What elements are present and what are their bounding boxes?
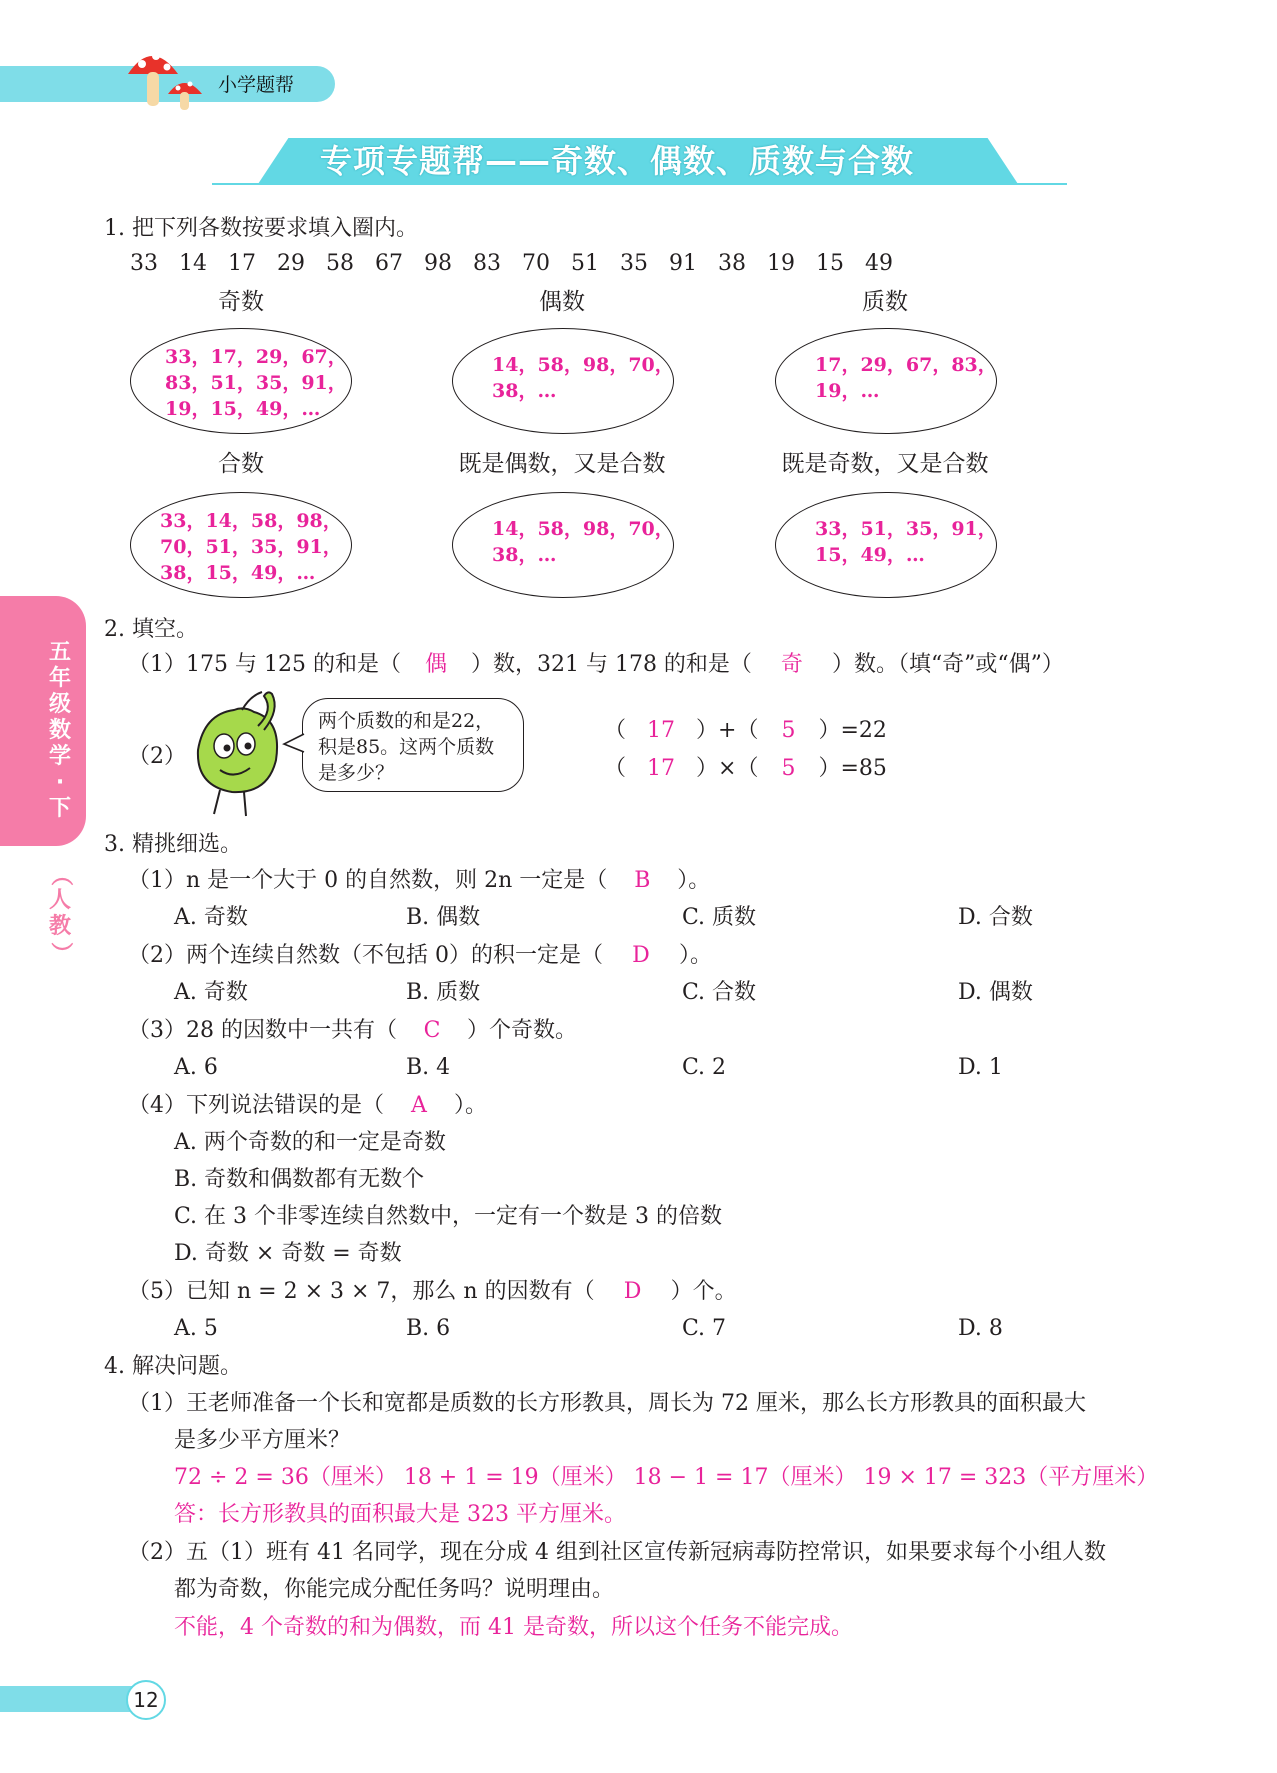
oval-answer-even: 14，58，98，70， 38，… <box>492 354 674 402</box>
q3-item-3-option-b: B. 4 <box>406 1055 451 1080</box>
q3-item-2-stem: （2）两个连续自然数（不包括 0）的积一定是（ D ）。 <box>128 941 712 971</box>
mushroom-icon <box>120 42 215 112</box>
q4-part2-line1: （2）五（1）班有 41 名同学，现在分成 4 组到社区宣传新冠病毒防控常识，如果要求每个小组人数 <box>128 1540 1106 1565</box>
q3-item-3-stem: （3）28 的因数中一共有（ C ）个奇数。 <box>128 1016 577 1046</box>
q3-item-1-option-d: D. 合数 <box>958 905 1033 930</box>
q3-item-5-option-d: D. 8 <box>958 1316 1003 1341</box>
oval-label-composite: 合数 <box>218 451 264 477</box>
q2-sum-answer-a: 17 <box>647 718 676 743</box>
q4-part1-work: 72 ÷ 2 = 36（厘米） 18 + 1 = 19（厘米） 18 − 1 = 17（厘米） 19 × 17 = 323（平方厘米） <box>174 1465 1159 1490</box>
oval-label-odd: 奇数 <box>218 289 264 315</box>
q1-title: 1. 把下列各数按要求填入圈内。 <box>104 216 418 241</box>
q3-item-1-option-b: B. 偶数 <box>406 905 481 930</box>
q4-part1-line1: （1）王老师准备一个长和宽都是质数的长方形教具，周长为 72 厘米，那么长方形教具的面积最大 <box>128 1391 1086 1416</box>
side-tab-edition: （ 人 教 ） <box>48 863 73 964</box>
q3-item-4-option-d: D. 奇数 × 奇数 = 奇数 <box>174 1241 402 1266</box>
oval-label-odd-composite: 既是奇数，又是合数 <box>781 451 989 477</box>
oval-answer-odd-composite: 33，51，35，91， 15，49，… <box>815 518 997 566</box>
q3-item-4-option-a: A. 两个奇数的和一定是奇数 <box>174 1130 446 1155</box>
q3-item-5-option-b: B. 6 <box>406 1316 451 1341</box>
page-title: 专项专题帮——奇数、偶数、质数与合数 <box>320 142 915 180</box>
brand-text: 小学题帮 <box>218 74 295 96</box>
q2-product-answer-b: 5 <box>781 756 796 781</box>
oval-answer-composite: 33，14，58，98， 70，51，35，91， 38，15，49，… <box>160 510 342 584</box>
oval-label-prime: 质数 <box>862 289 908 315</box>
q4-part1-line2: 是多少平方厘米？ <box>174 1428 351 1453</box>
cartoon-character-icon <box>184 690 292 820</box>
q3-item-2-option-b: B. 质数 <box>406 980 481 1005</box>
q3-item-3-option-d: D. 1 <box>958 1055 1003 1080</box>
q3-item-1-option-a: A. 奇数 <box>174 905 248 930</box>
oval-answer-even-composite: 14，58，98，70， 38，… <box>492 518 674 566</box>
q2-sum-answer-b: 5 <box>781 718 796 743</box>
q2-equation-product: （ 17 ）×（ 5 ）=85 <box>604 754 887 784</box>
q3-item-4-answer: A <box>411 1093 427 1118</box>
speech-bubble-text: 两个质数的和是22， 积是85。这两个质数 是多少？ <box>318 710 495 784</box>
q1-number-list: 33 14 17 29 58 67 98 83 70 51 35 91 38 19 15 49 <box>130 251 893 276</box>
q2-title: 2. 填空。 <box>104 617 198 642</box>
q3-item-4-option-c: C. 在 3 个非零连续自然数中，一定有一个数是 3 的倍数 <box>174 1204 723 1229</box>
title-underline <box>212 183 1067 185</box>
oval-label-even: 偶数 <box>539 289 585 315</box>
q3-item-5-answer: D <box>623 1279 642 1304</box>
q2-answer-2: 奇 <box>780 652 803 677</box>
page-number: 12 <box>126 1680 166 1720</box>
q3-item-5-option-a: A. 5 <box>174 1316 218 1341</box>
q2-product-answer-a: 17 <box>647 756 676 781</box>
q3-item-5-stem: （5）已知 n = 2 × 3 × 7，那么 n 的因数有（ D ）个。 <box>128 1277 737 1307</box>
q4-title: 4. 解决问题。 <box>104 1354 242 1379</box>
q3-item-2-option-a: A. 奇数 <box>174 980 248 1005</box>
q3-item-3-answer: C <box>423 1018 441 1043</box>
q3-item-2-option-d: D. 偶数 <box>958 980 1033 1005</box>
q3-item-1-option-c: C. 质数 <box>682 905 757 930</box>
q3-item-2-option-c: C. 合数 <box>682 980 757 1005</box>
q3-title: 3. 精挑细选。 <box>104 832 242 857</box>
q4-part1-answer: 答：长方形教具的面积最大是 323 平方厘米。 <box>174 1502 626 1527</box>
q3-item-1-answer: B <box>634 868 651 893</box>
q2-equation-sum: （ 17 ）+（ 5 ）=22 <box>604 716 887 746</box>
oval-label-even-composite: 既是偶数，又是合数 <box>458 451 666 477</box>
q2-part2-label: （2） <box>128 744 186 769</box>
q2-part1: （1）175 与 125 的和是（ 偶 ）数，321 与 178 的和是（ 奇 ）数。（填“奇”或“偶”） <box>128 650 1064 680</box>
q3-item-2-answer: D <box>632 943 650 968</box>
q4-part2-line2: 都为奇数，你能完成分配任务吗？说明理由。 <box>174 1577 615 1602</box>
q4-part2-answer: 不能，4 个奇数的和为偶数，而 41 是奇数，所以这个任务不能完成。 <box>174 1615 853 1640</box>
q2-answer-1: 偶 <box>424 652 447 677</box>
oval-answer-prime: 17，29，67，83， 19，… <box>815 354 997 402</box>
q3-item-4-option-b: B. 奇数和偶数都有无数个 <box>174 1167 425 1192</box>
q3-item-1-stem: （1）n 是一个大于 0 的自然数，则 2n 一定是（ B ）。 <box>128 866 710 896</box>
speech-bubble-tail <box>282 732 306 756</box>
oval-answer-odd: 33，17，29，67， 83，51，35，91， 19，15，49，… <box>165 346 347 420</box>
q3-item-3-option-a: A. 6 <box>174 1055 218 1080</box>
q3-item-4-stem: （4）下列说法错误的是（ A ）。 <box>128 1091 487 1121</box>
side-tab-grade: 五 年 级 数 学 · 下 <box>48 640 71 821</box>
q3-item-3-option-c: C. 2 <box>682 1055 727 1080</box>
q3-item-5-option-c: C. 7 <box>682 1316 727 1341</box>
